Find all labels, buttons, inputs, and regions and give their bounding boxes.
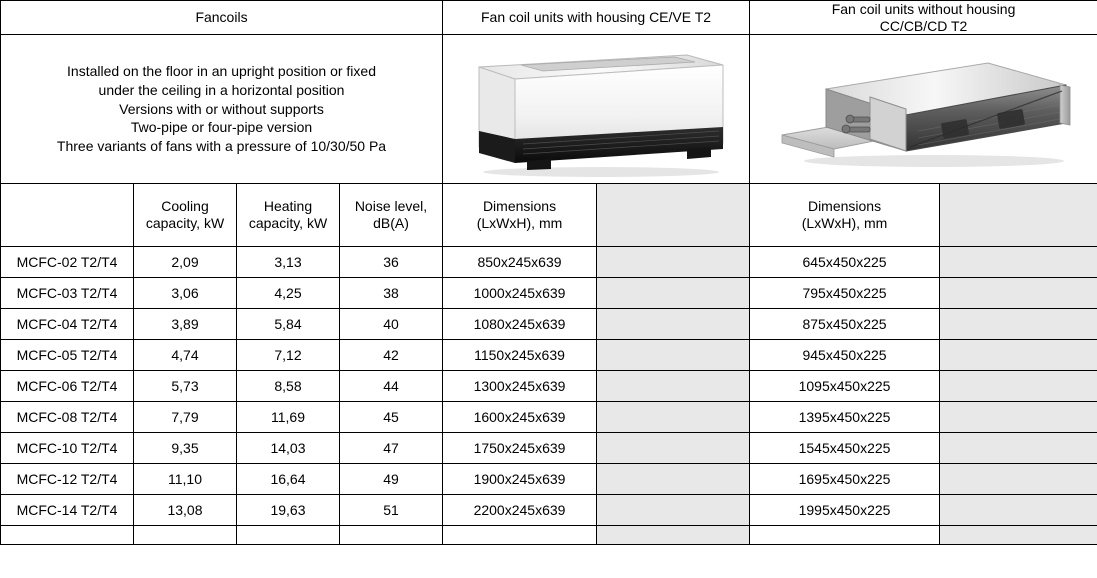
cell-blank-housing <box>597 433 750 464</box>
cell-noise: 47 <box>340 433 443 464</box>
cell-blank-no-housing <box>940 402 1097 433</box>
col-header-heating-line2: capacity, kW <box>248 215 328 232</box>
with-housing-image-cell <box>443 35 750 184</box>
cell-noise: 42 <box>340 340 443 371</box>
cell-cooling: 7,79 <box>134 402 237 433</box>
cell-model: MCFC-04 T2/T4 <box>1 309 134 340</box>
col-header-blank-housing <box>597 184 750 247</box>
cell-dimensions-housing <box>443 526 597 545</box>
cell-model: MCFC-03 T2/T4 <box>1 278 134 309</box>
cell-cooling: 4,74 <box>134 340 237 371</box>
cell-blank-no-housing <box>940 464 1097 495</box>
cell-blank-no-housing <box>940 495 1097 526</box>
col-header-cooling-line1: Cooling <box>161 197 209 214</box>
cell-blank-housing <box>597 495 750 526</box>
cell-cooling: 13,08 <box>134 495 237 526</box>
col-header-dim2-line1: Dimensions <box>807 197 882 214</box>
table-row-partial <box>1 526 1097 545</box>
cell-noise: 36 <box>340 247 443 278</box>
cell-blank-housing <box>597 247 750 278</box>
cell-heating: 4,25 <box>237 278 340 309</box>
cell-cooling: 5,73 <box>134 371 237 402</box>
cell-dimensions-housing: 1080x245x639 <box>443 309 597 340</box>
header-without-housing-line1: Fan coil units without housing <box>831 1 1016 17</box>
cell-blank-no-housing <box>940 371 1097 402</box>
col-header-noise-level <box>340 184 443 247</box>
cell-blank-no-housing <box>940 247 1097 278</box>
cell-noise: 40 <box>340 309 443 340</box>
ducted-concealed-fan-coil-unit-icon <box>774 39 1074 179</box>
description-line-3: Versions with or without supports <box>119 100 324 117</box>
table-row <box>1 278 1097 309</box>
col-header-heating-capacity <box>237 184 340 247</box>
floor-standing-fan-coil-unit-icon <box>451 39 741 179</box>
cell-blank-housing <box>597 526 750 545</box>
cell-dimensions-housing: 1900x245x639 <box>443 464 597 495</box>
cell-blank-housing <box>597 340 750 371</box>
description-row <box>1 35 1097 184</box>
cell-dimensions-no-housing: 1995x450x225 <box>750 495 940 526</box>
cell-noise: 45 <box>340 402 443 433</box>
cell-noise: 44 <box>340 371 443 402</box>
column-header-row <box>1 184 1097 247</box>
with-housing-image <box>443 35 749 183</box>
table-row <box>1 340 1097 371</box>
cell-blank-housing <box>597 278 750 309</box>
cell-dimensions-no-housing: 945x450x225 <box>750 340 940 371</box>
cell-dimensions-no-housing: 1095x450x225 <box>750 371 940 402</box>
cell-dimensions-housing: 1300x245x639 <box>443 371 597 402</box>
cell-dimensions-housing: 2200x245x639 <box>443 495 597 526</box>
header-fancoils: Fancoils <box>1 1 443 35</box>
cell-dimensions-no-housing <box>750 526 940 545</box>
product-description <box>1 35 443 184</box>
cell-dimensions-housing: 1150x245x639 <box>443 340 597 371</box>
cell-cooling: 3,06 <box>134 278 237 309</box>
header-without-housing-line2: CC/CB/CD T2 <box>879 17 968 34</box>
cell-heating: 11,69 <box>237 402 340 433</box>
cell-blank-no-housing <box>940 526 1097 545</box>
cell-heating: 7,12 <box>237 340 340 371</box>
cell-cooling <box>134 526 237 545</box>
cell-noise: 49 <box>340 464 443 495</box>
cell-heating: 16,64 <box>237 464 340 495</box>
cell-noise: 51 <box>340 495 443 526</box>
col-header-dim2-line2: (LxWxH), mm <box>801 215 888 232</box>
table-row <box>1 495 1097 526</box>
table-row <box>1 464 1097 495</box>
cell-blank-housing <box>597 402 750 433</box>
description-line-2: under the ceiling in a horizontal position <box>98 81 345 98</box>
cell-cooling: 2,09 <box>134 247 237 278</box>
cell-cooling: 9,35 <box>134 433 237 464</box>
cell-model: MCFC-02 T2/T4 <box>1 247 134 278</box>
col-header-blank-no-housing <box>940 184 1097 247</box>
cell-dimensions-housing: 1600x245x639 <box>443 402 597 433</box>
cell-heating: 19,63 <box>237 495 340 526</box>
cell-model: MCFC-08 T2/T4 <box>1 402 134 433</box>
cell-model: MCFC-14 T2/T4 <box>1 495 134 526</box>
cell-dimensions-housing: 850x245x639 <box>443 247 597 278</box>
col-header-noise-line2: dB(A) <box>373 215 409 232</box>
header-without-housing <box>750 1 1097 35</box>
description-line-5: Three variants of fans with a pressure of 10/30/50 Pa <box>56 138 387 155</box>
table-header-row <box>1 1 1097 35</box>
cell-dimensions-no-housing: 795x450x225 <box>750 278 940 309</box>
col-header-noise-line1: Noise level, <box>354 197 428 214</box>
cell-cooling: 3,89 <box>134 309 237 340</box>
cell-heating: 5,84 <box>237 309 340 340</box>
cell-model: MCFC-06 T2/T4 <box>1 371 134 402</box>
cell-noise: 38 <box>340 278 443 309</box>
cell-dimensions-no-housing: 1545x450x225 <box>750 433 940 464</box>
col-header-model <box>1 184 134 247</box>
without-housing-image <box>750 35 1097 183</box>
cell-dimensions-housing: 1750x245x639 <box>443 433 597 464</box>
cell-dimensions-no-housing: 875x450x225 <box>750 309 940 340</box>
header-with-housing: Fan coil units with housing CE/VE T2 <box>443 1 750 35</box>
cell-heating: 14,03 <box>237 433 340 464</box>
cell-cooling: 11,10 <box>134 464 237 495</box>
cell-heating <box>237 526 340 545</box>
col-header-dim1-line1: Dimensions <box>482 197 557 214</box>
col-header-heating-line1: Heating <box>263 197 313 214</box>
cell-heating: 8,58 <box>237 371 340 402</box>
cell-blank-housing <box>597 309 750 340</box>
cell-blank-housing <box>597 464 750 495</box>
without-housing-image-cell <box>750 35 1097 184</box>
cell-dimensions-no-housing: 1695x450x225 <box>750 464 940 495</box>
cell-blank-no-housing <box>940 340 1097 371</box>
description-line-4: Two-pipe or four-pipe version <box>130 119 313 136</box>
table-row <box>1 433 1097 464</box>
cell-blank-no-housing <box>940 433 1097 464</box>
cell-dimensions-housing: 1000x245x639 <box>443 278 597 309</box>
table-row <box>1 309 1097 340</box>
col-header-dimensions-housing <box>443 184 597 247</box>
table-row <box>1 247 1097 278</box>
cell-blank-no-housing <box>940 309 1097 340</box>
col-header-dim1-line2: (LxWxH), mm <box>476 215 563 232</box>
cell-heating: 3,13 <box>237 247 340 278</box>
cell-model <box>1 526 134 545</box>
cell-noise <box>340 526 443 545</box>
cell-blank-housing <box>597 371 750 402</box>
cell-model: MCFC-12 T2/T4 <box>1 464 134 495</box>
cell-dimensions-no-housing: 645x450x225 <box>750 247 940 278</box>
table-row <box>1 371 1097 402</box>
col-header-dimensions-no-housing <box>750 184 940 247</box>
cell-dimensions-no-housing: 1395x450x225 <box>750 402 940 433</box>
description-line-1: Installed on the floor in an upright position or fixed <box>67 62 376 79</box>
table-row <box>1 402 1097 433</box>
cell-model: MCFC-05 T2/T4 <box>1 340 134 371</box>
col-header-cooling-line2: capacity, kW <box>145 215 225 232</box>
cell-model: MCFC-10 T2/T4 <box>1 433 134 464</box>
cell-blank-no-housing <box>940 278 1097 309</box>
col-header-cooling-capacity <box>134 184 237 247</box>
